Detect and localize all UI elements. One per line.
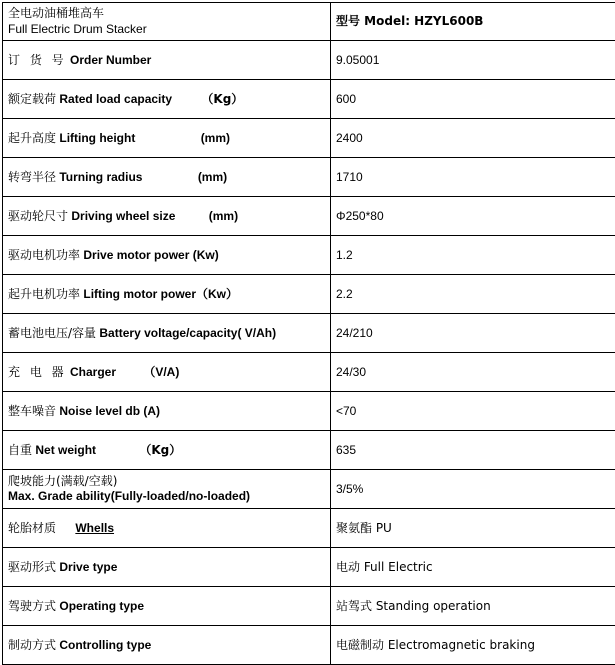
row-label-en: Lifting height [59,131,135,145]
row-label-cell [3,158,331,197]
row-label-cn: 起升电机功率 [8,287,80,301]
row-label-cell [3,3,331,41]
row-value: 3/5% [336,482,363,496]
row-label-cell [3,119,331,158]
table-row [3,431,615,470]
row-label-en: Drive type [59,560,117,574]
row-label-cn: 额定载荷 [8,92,56,106]
row-label-unit: (mm) [198,170,227,184]
row-label-en: Turning radius [59,170,142,184]
row-label-en: Drive motor power (Kw) [83,248,218,262]
row-label-stacked [8,474,326,505]
row-value: 9.05001 [336,53,379,67]
row-value: 24/210 [336,326,373,340]
table-row [3,80,615,119]
table-row [3,548,615,587]
row-label-en: Net weight [35,443,96,457]
row-label-cell [3,41,331,80]
row-label-stacked [8,6,326,37]
row-value: 型号 Model: HZYL600B [336,14,483,28]
row-label-en: Max. Grade ability(Fully-loaded/no-loaded) [8,489,326,505]
table-row [3,41,615,80]
row-value-cell [331,548,615,587]
row-value: 聚氨酯 PU [336,521,392,535]
row-value-cell [331,3,615,41]
row-label-cn: 充 电 器 [8,365,67,379]
row-value: 1710 [336,170,363,184]
row-value: 635 [336,443,356,457]
table-row [3,197,615,236]
row-label-cn: 转弯半径 [8,170,56,184]
row-label-unit: （Kg） [139,443,181,457]
row-value-cell [331,197,615,236]
row-value-cell [331,158,615,197]
row-label-en: Rated load capacity [59,92,172,106]
row-value-cell [331,119,615,158]
row-value-cell [331,353,615,392]
row-label-cell [3,392,331,431]
row-value: Φ250*80 [336,209,384,223]
row-label-cell [3,431,331,470]
row-label-cn: 全电动油桶堆高车 [8,6,326,22]
row-label-en: Controlling type [59,638,151,652]
row-value: 电磁制动 Electromagnetic braking [336,638,535,652]
table-row [3,236,615,275]
row-label-cn: 蓄电池电压/容量 [8,326,96,340]
row-label-unit: (mm) [201,131,230,145]
row-label-cn: 驱动轮尺寸 [8,209,68,223]
row-label-cell [3,509,331,548]
row-label-cn: 轮胎材质 [8,521,56,535]
row-label-cell [3,236,331,275]
row-label-cn: 自重 [8,443,32,457]
row-label-en: Full Electric Drum Stacker [8,22,326,38]
row-value-cell [331,509,615,548]
specification-table [2,2,615,665]
table-row [3,119,615,158]
row-value-cell [331,392,615,431]
row-value: 2.2 [336,287,353,301]
row-label-cn: 驾驶方式 [8,599,56,613]
row-value-cell [331,80,615,119]
row-value-cell [331,470,615,509]
row-label-unit: （V/A) [143,365,179,379]
row-label-cell [3,80,331,119]
table-row [3,158,615,197]
row-label-cell [3,275,331,314]
row-value: 站驾式 Standing operation [336,599,491,613]
row-value: 2400 [336,131,363,145]
row-value-cell [331,626,615,665]
row-value-cell [331,41,615,80]
row-label-en: Charger [70,365,116,379]
row-label-cell [3,587,331,626]
row-label-cell [3,548,331,587]
table-row [3,275,615,314]
row-label-en: Battery voltage/capacity( V/Ah) [99,326,276,340]
row-value: 600 [336,92,356,106]
row-value-cell [331,275,615,314]
row-label-cell [3,626,331,665]
row-label-cn: 驱动形式 [8,560,56,574]
row-label-en: Order Number [70,53,151,67]
table-row [3,392,615,431]
row-label-en: Whells [75,521,114,535]
row-label-en: Driving wheel size [71,209,175,223]
row-label-en: Operating type [59,599,144,613]
row-value: 电动 Full Electric [336,560,433,574]
row-label-cn: 起升高度 [8,131,56,145]
row-label-cn: 爬坡能力(满载/空载) [8,474,326,490]
row-label-cn: 制动方式 [8,638,56,652]
row-label-cell [3,353,331,392]
table-row [3,470,615,509]
row-label-en: Noise level db (A) [59,404,160,418]
row-label-unit: （Kg） [201,92,243,106]
table-row [3,314,615,353]
row-value-cell [331,236,615,275]
row-value-cell [331,314,615,353]
table-row [3,587,615,626]
table-row [3,353,615,392]
row-value: <70 [336,404,356,418]
row-label-unit: (mm) [209,209,238,223]
table-row [3,509,615,548]
table-body [3,3,615,665]
table-row [3,3,615,41]
row-label-cell [3,470,331,509]
row-value: 24/30 [336,365,366,379]
row-value: 1.2 [336,248,353,262]
table-row [3,626,615,665]
row-label-cn: 订 货 号 [8,53,67,67]
row-label-cn: 整车噪音 [8,404,56,418]
row-label-cn: 驱动电机功率 [8,248,80,262]
row-label-cell [3,197,331,236]
row-value-cell [331,587,615,626]
row-label-en: Lifting motor power（Kw） [83,287,238,301]
row-value-cell [331,431,615,470]
row-label-cell [3,314,331,353]
